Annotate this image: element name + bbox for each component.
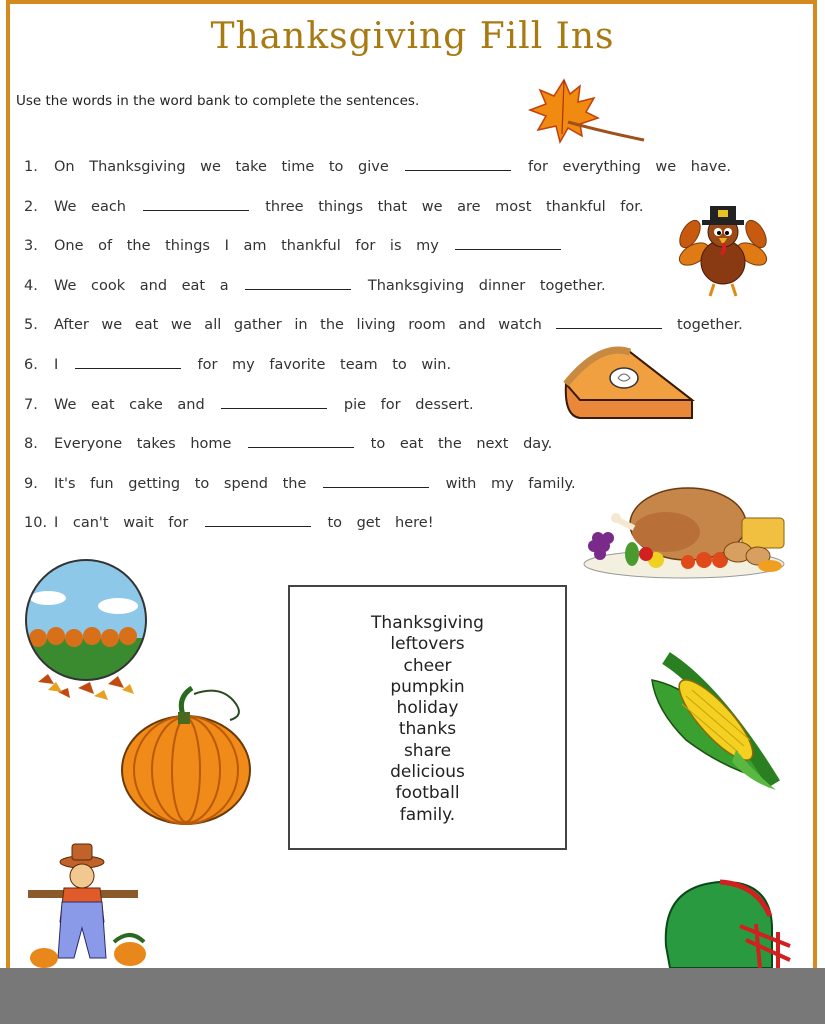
word-bank-item: delicious (390, 762, 465, 783)
question-text-after: for my favorite team to win. (197, 357, 452, 373)
question-8 (24, 435, 552, 452)
question-number: 1. (24, 159, 38, 175)
question-text-after: to get here! (327, 515, 434, 531)
pilgrim-turkey-icon (674, 196, 772, 300)
answer-blank[interactable] (405, 158, 511, 171)
word-bank-item: cheer (403, 655, 452, 676)
question-text-after: Thanksgiving dinner together. (367, 278, 606, 294)
answer-blank[interactable] (221, 396, 327, 409)
question-5 (24, 316, 743, 333)
question-text-after: to eat the next day. (370, 436, 553, 452)
answer-blank[interactable] (248, 435, 354, 448)
question-text-before: I (54, 357, 59, 373)
footer-band (0, 968, 825, 1024)
question-text-before: After we eat we all gather in the living room and watch (54, 317, 542, 333)
question-number: 3. (24, 238, 38, 254)
question-text-before: We each (54, 199, 126, 215)
question-text-before: One of the things I am thankful for is my (54, 238, 439, 254)
question-text-after: pie for dessert. (343, 397, 474, 413)
answer-blank[interactable] (323, 475, 429, 488)
word-bank-item: football (395, 783, 460, 804)
question-10 (24, 514, 434, 531)
word-bank-item: leftovers (390, 634, 465, 655)
question-text-after: for everything we have. (528, 159, 731, 175)
question-text-before: I can't wait for (54, 515, 189, 531)
question-2 (24, 198, 644, 215)
question-number: 8. (24, 436, 38, 452)
question-3 (24, 237, 563, 254)
question-1 (24, 158, 731, 175)
question-text-after: three things that we are most thankful for. (265, 199, 644, 215)
word-bank-item: family. (399, 804, 456, 825)
answer-blank[interactable] (556, 316, 662, 329)
question-number: 4. (24, 278, 38, 294)
question-number: 10. (24, 515, 48, 531)
maple-leaf-icon (524, 72, 648, 152)
instructions-text: Use the words in the word bank to complete the sentences. (16, 93, 420, 109)
answer-blank[interactable] (455, 237, 561, 250)
question-text-before: We cook and eat a (54, 278, 229, 294)
question-text-before: Everyone takes home (54, 436, 232, 452)
word-bank (288, 585, 567, 850)
roast-turkey-platter-icon (578, 480, 788, 582)
question-number: 7. (24, 397, 38, 413)
page-title: Thanksgiving Fill Ins (210, 16, 615, 57)
word-bank-item: holiday (396, 698, 459, 719)
word-bank-item: thanks (398, 719, 457, 740)
word-bank-item: share (403, 740, 452, 761)
question-9 (24, 475, 576, 492)
question-number: 6. (24, 357, 38, 373)
question-4 (24, 277, 606, 294)
pumpkin-pie-icon (560, 344, 696, 432)
question-text-before: On Thanksgiving we take time to give (54, 159, 389, 175)
answer-blank[interactable] (205, 514, 311, 527)
football-helmet-icon (660, 876, 794, 968)
question-text-after: with my family. (445, 476, 576, 492)
answer-blank[interactable] (143, 198, 249, 211)
question-number: 5. (24, 317, 38, 333)
word-bank-item: pumpkin (390, 676, 465, 697)
question-number: 2. (24, 199, 38, 215)
question-text-before: We eat cake and (54, 397, 205, 413)
question-number: 9. (24, 476, 38, 492)
answer-blank[interactable] (245, 277, 351, 290)
question-6 (24, 356, 451, 373)
word-bank-item: Thanksgiving (371, 613, 484, 633)
scarecrow-icon (20, 842, 154, 968)
pumpkin-icon (118, 684, 258, 830)
question-text-before: It's fun getting to spend the (54, 476, 307, 492)
question-7 (24, 396, 474, 413)
corn-cob-icon (646, 650, 780, 800)
question-text-after: together. (677, 317, 743, 333)
answer-blank[interactable] (75, 356, 181, 369)
